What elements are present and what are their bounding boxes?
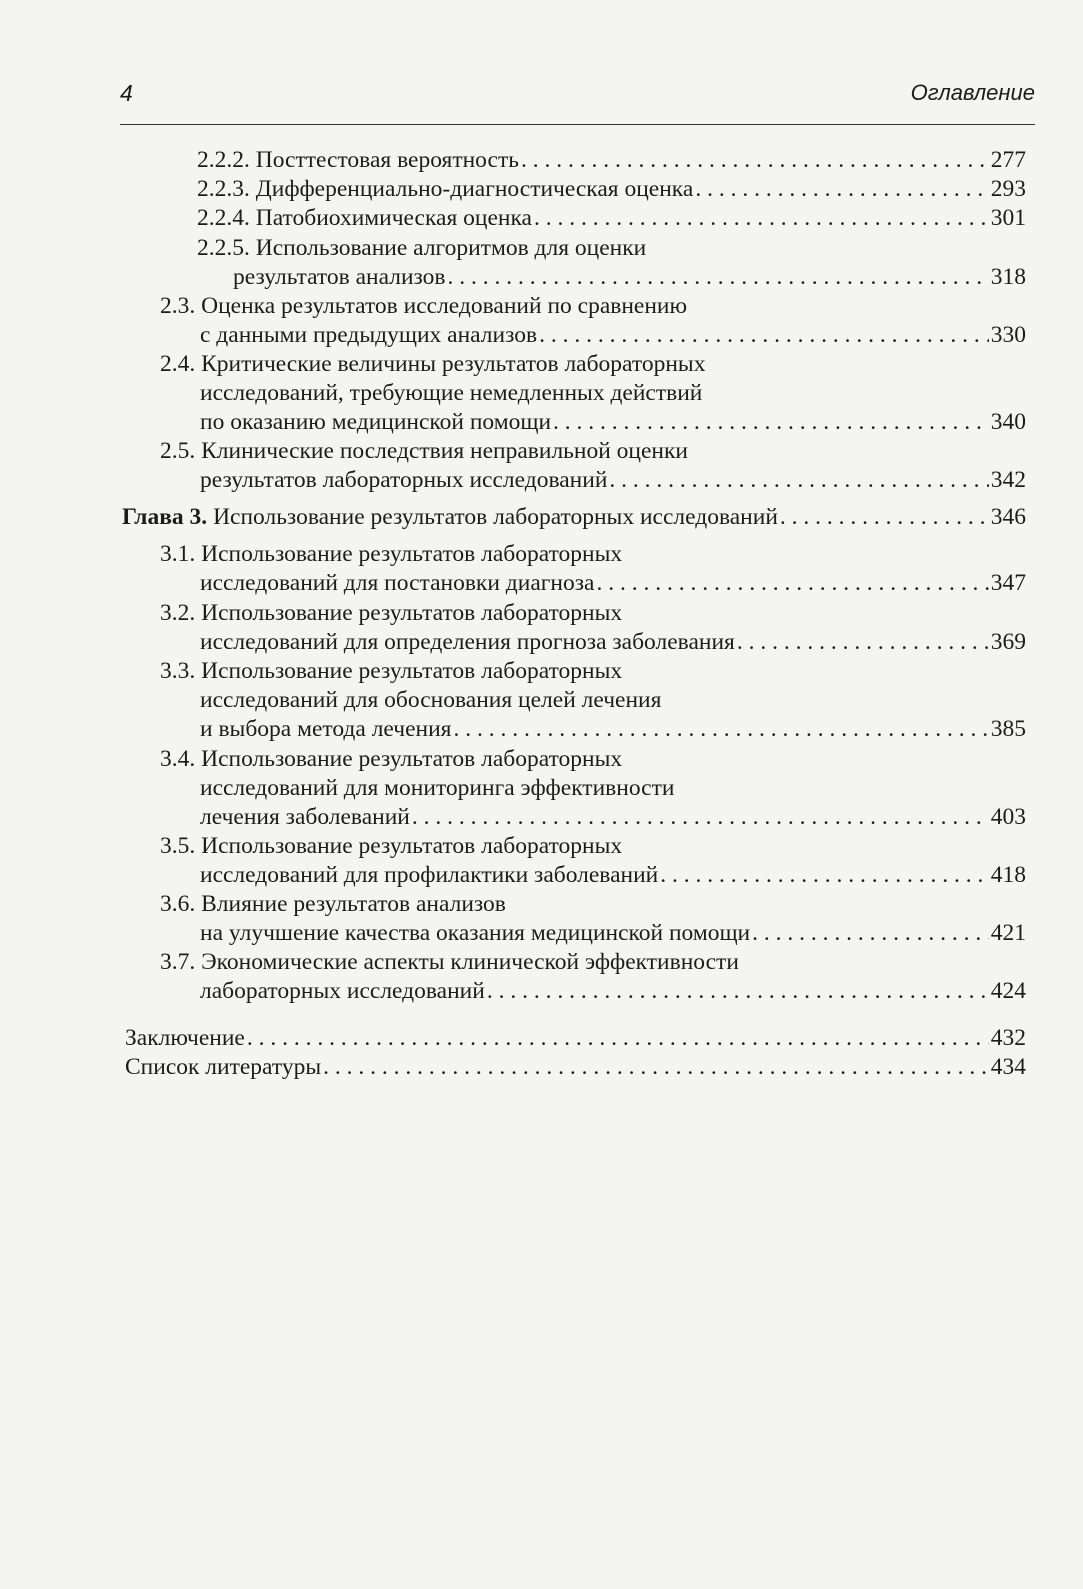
toc-entry-text: 2.5. Клинические последствия неправильной оценки [160,438,689,464]
toc-entry [197,146,1026,175]
toc-entry-text: и выбора метода лечения [200,716,452,742]
toc-entry-text: исследований для профилактики заболеваний [200,862,659,888]
leader-dots [412,803,989,832]
toc-entry-text: 3.5. Использование результатов лабораторных [160,833,623,859]
toc-entry-text: 2.3. Оценка результатов исследований по сравнению [160,293,688,319]
toc-entry [125,1024,1026,1053]
toc-entry [160,948,1026,1006]
toc-page-number: 421 [990,920,1026,946]
toc-page-number: 342 [990,467,1026,493]
toc-page-number: 403 [990,804,1026,830]
toc-entry [160,890,1026,948]
toc-entry-text: исследований для обоснования целей лечения [200,687,662,713]
toc-entry-text: Использование результатов лабораторных исследований [213,504,778,530]
toc-entry-text: результатов анализов [233,264,446,290]
toc-entry-text: 3.4. Использование результатов лабораторных [160,746,623,772]
leader-dots [553,408,989,437]
toc-entry-text: исследований, требующие немедленных действий [200,380,703,406]
chapter-label: Глава 3. [122,504,208,530]
toc-page-number: 330 [990,322,1026,348]
toc-entry-text: исследований для мониторинга эффективности [200,775,675,801]
running-title: Оглавление [910,80,1035,105]
leader-dots [609,466,988,495]
leader-dots [596,569,988,598]
toc-page-number: 277 [990,147,1026,173]
toc-entry [160,540,1026,598]
toc-page-number: 318 [990,264,1026,290]
toc-page-number: 424 [990,978,1026,1004]
toc-entry-text: 3.3. Использование результатов лабораторных [160,658,623,684]
leader-dots [534,204,989,233]
toc-page-number: 369 [990,629,1026,655]
leader-dots [521,146,989,175]
leader-dots [323,1053,989,1082]
toc-entry-text: 2.4. Критические величины результатов лабораторных [160,351,706,377]
toc-entry-text: лечения заболеваний [200,804,410,830]
toc-entry-text: результатов лабораторных исследований [200,467,608,493]
toc-entry-text: 2.2.2. Посттестовая вероятность [197,147,519,173]
toc-entry-text: 2.2.4. Патобиохимическая оценка [197,205,532,231]
toc-page-number: 418 [990,862,1026,888]
toc-entry-text: по оказанию медицинской помощи [200,409,552,435]
toc-entry-text: исследований для постановки диагноза [200,570,595,596]
toc-entry-text: 2.2.3. Дифференциально-диагностическая оценка [197,176,694,202]
toc-entry-text: лабораторных исследований [200,978,485,1004]
toc-entry-text: с данными предыдущих анализов [200,322,538,348]
leader-dots [695,175,988,204]
toc-page-number: 434 [990,1054,1026,1080]
leader-dots [453,715,988,744]
toc-entry [160,350,1026,437]
toc-entry-text: 3.2. Использование результатов лабораторных [160,600,623,626]
toc-entry-text: исследований для определения прогноза заболевания [200,629,735,655]
toc-page-number: 301 [990,205,1026,231]
page-number: 4 [120,80,133,106]
toc-entry-text: 3.1. Использование результатов лабораторных [160,541,623,567]
toc-entry-text: 2.2.5. Использование алгоритмов для оценки [197,235,647,261]
page-header [120,80,1035,120]
leader-dots [539,321,989,350]
toc-page-number: 347 [990,570,1026,596]
toc-entry [160,292,1026,350]
toc-page-number: 340 [990,409,1026,435]
leader-dots [247,1024,989,1053]
toc-entry [160,657,1026,744]
toc-page-number: 432 [990,1025,1026,1051]
toc-entry-text: 3.6. Влияние результатов анализов [160,891,506,917]
toc-page-number: 293 [990,176,1026,202]
leader-dots [737,628,989,657]
leader-dots [660,861,989,890]
leader-dots [448,263,989,292]
leader-dots [487,977,989,1006]
toc-entry [197,204,1026,233]
toc-entry [160,745,1026,832]
leader-dots [780,503,989,532]
toc-chapter [122,503,1026,532]
toc-entry-text: Заключение [125,1025,245,1051]
toc-page-number: 385 [990,716,1026,742]
toc-entry-text: на улучшение качества оказания медицинской помощи [200,920,751,946]
toc-entry [160,832,1026,890]
toc-entry [160,437,1026,495]
toc-entry [125,1053,1026,1082]
leader-dots [752,919,989,948]
toc-page-number: 346 [990,504,1026,530]
toc-entry-text: Список литературы [125,1054,322,1080]
toc-entry [197,234,1026,292]
header-rule [120,124,1035,125]
toc-entry-text: 3.7. Экономические аспекты клинической эффективности [160,949,739,975]
toc-entry [160,599,1026,657]
toc-entry [197,175,1026,204]
